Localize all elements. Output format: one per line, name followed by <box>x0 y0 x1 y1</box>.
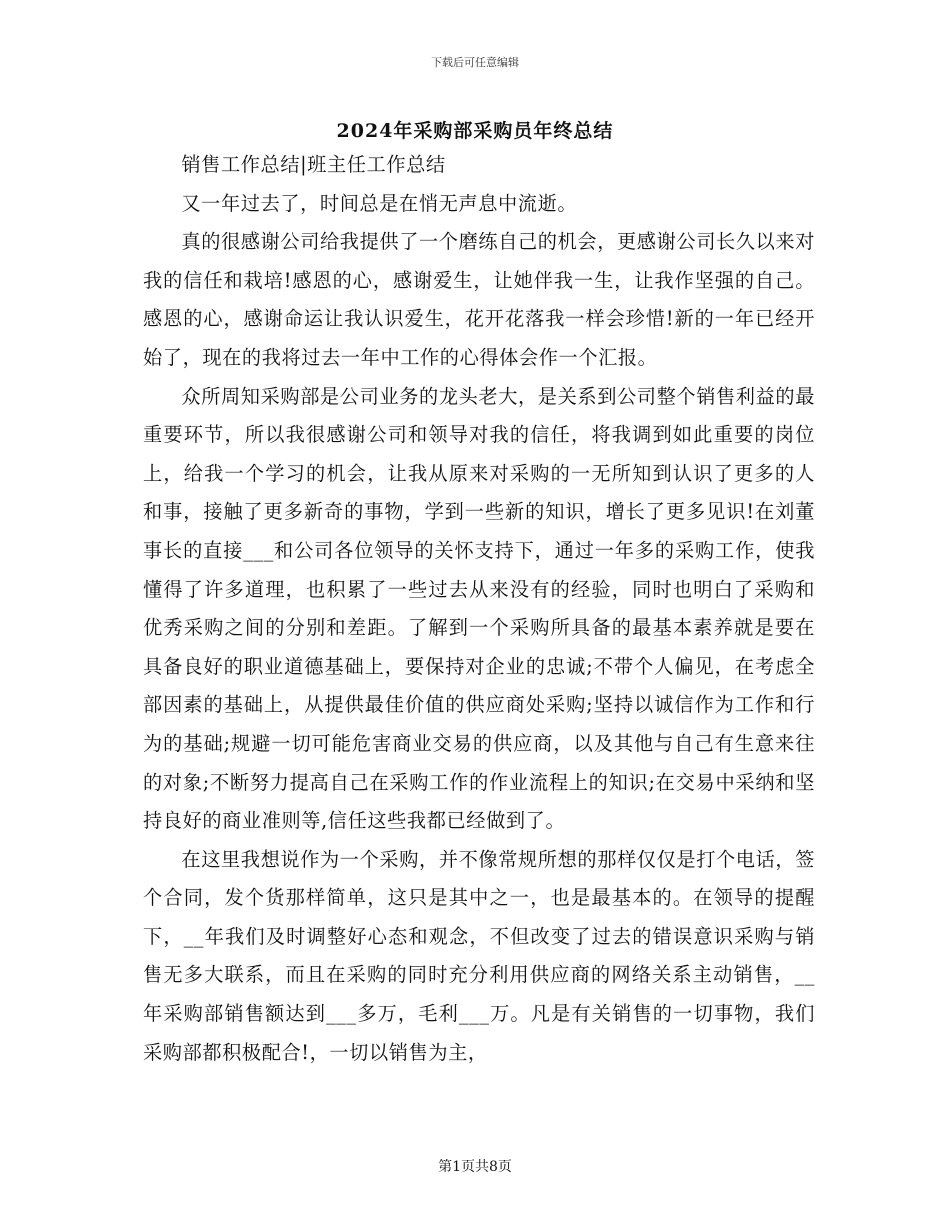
paragraph-intro: 又一年过去了，时间总是在悄无声息中流逝。 <box>181 191 578 215</box>
paragraph-gratitude: 真的很感谢公司给我提供了一个磨练自己的机会，更感谢公司长久以来对我的信任和栽培!感恩的心，感谢爱生，让她伴我一生，让我作坚强的自己。感恩的心，感谢命运让我认识爱生，花开花落我一样会珍惜!新的一年已经开始了，现在的我将过去一年中工作的心得体会作一个汇报。 <box>143 230 815 369</box>
document-title: 2024年采购部采购员年终总结 <box>336 120 614 142</box>
paragraph-sales-cooperation: 在这里我想说作为一个采购，并不像常规所想的那样仅仅是打个电话，签个合同，发个货那样简单，这只是其中之一，也是最基本的。在领导的提醒下，__年我们及时调整好心态和观念，不但改变了过去的错误意识采购与销售无多大联系，而且在采购的同时充分利用供应商的网络关系主动销售，__年采购部销售额达到___多万，毛利___万。凡是有关销售的一切事物，我们采购部都积极配合!，一切以销售为主， <box>143 847 815 1064</box>
paragraph-subtitle: 销售工作总结|班主任工作总结 <box>181 153 446 176</box>
header-note: 下载后可任意编辑 <box>431 56 519 69</box>
page-number: 第1页共8页 <box>438 1159 512 1175</box>
document-body <box>143 146 815 1072</box>
paragraph-procurement-role: 众所周知采购部是公司业务的龙头老大，是关系到公司整个销售利益的最重要环节，所以我很感谢公司和领导对我的信任，将我调到如此重要的岗位上，给我一个学习的机会，让我从原来对采购的一无所知到认识了更多的人和事，接触了更多新奇的事物，学到一些新的知识，增长了更多见识!在刘董事长的直接___和公司各位领导的关怀支持下，通过一年多的采购工作，使我懂得了许多道理，也积累了一些过去从来没有的经验，同时也明白了采购和优秀采购之间的分别和差距。了解到一个采购所具备的最基本素养就是要在具备良好的职业道德基础上，要保持对企业的忠诚;不带个人偏见，在考虑全部因素的基础上，从提供最佳价值的供应商处采购;坚持以诚信作为工作和行为的基础;规避一切可能危害商业交易的供应商，以及其他与自己有生意来往的对象;不断努力提高自己在采购工作的作业流程上的知识;在交易中采纳和坚持良好的商业准则等,信任这些我都已经做到了。 <box>143 384 815 833</box>
